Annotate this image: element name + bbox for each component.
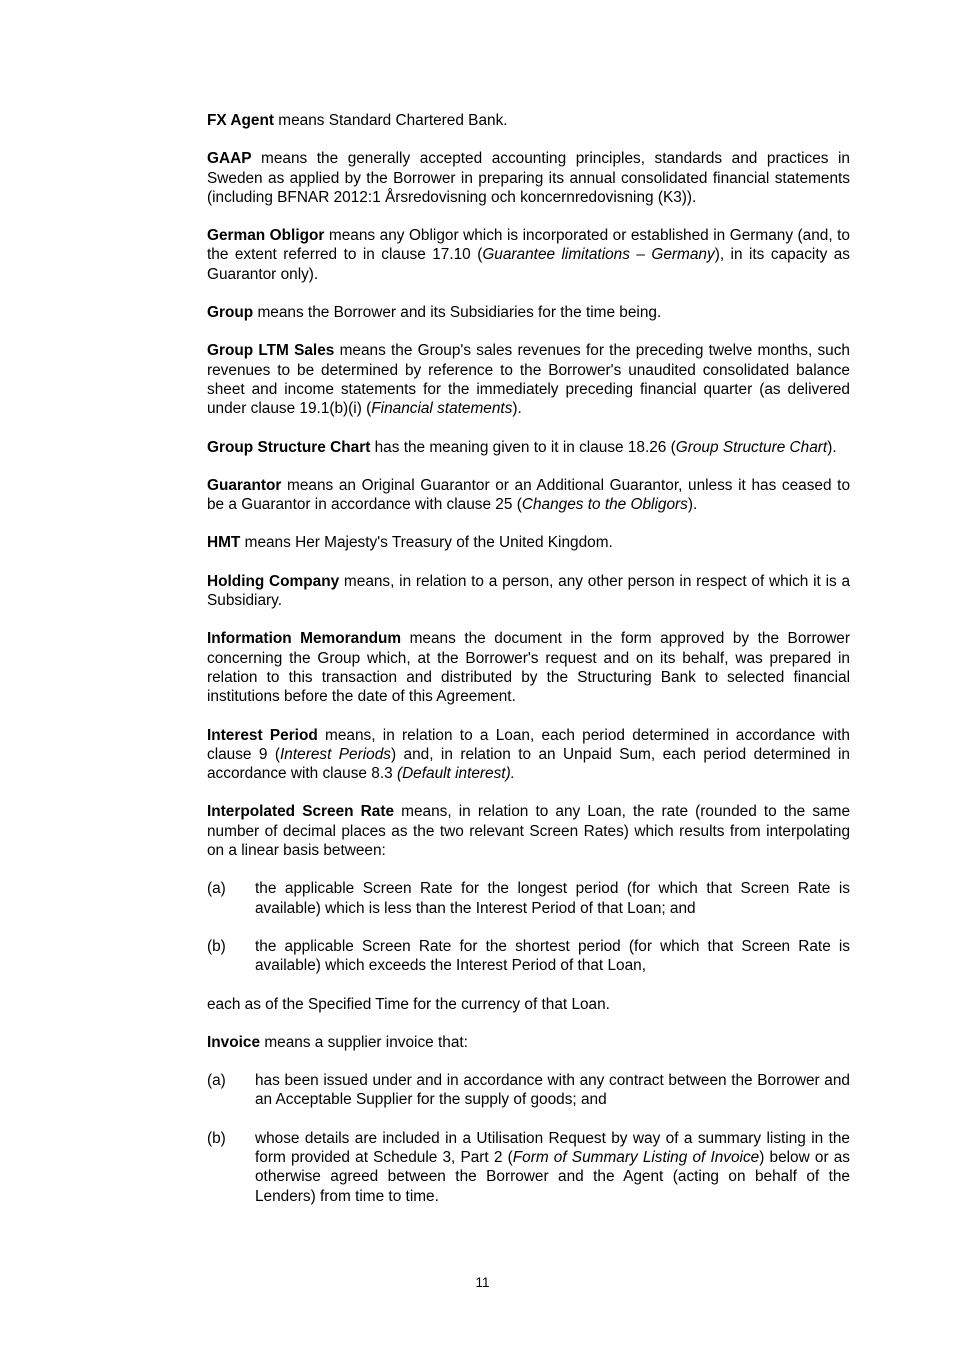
text-run: Interest Periods	[280, 745, 391, 763]
text-run: ).	[512, 400, 522, 418]
list-item	[207, 879, 850, 918]
text-run: means, in relation to any Loan, the rate (rounded to the same number of decimal places as the two relevant Screen Rates) which results from interpolating on a linear basis between:	[207, 803, 851, 860]
page-number: 11	[475, 1275, 490, 1290]
text-run: ).	[827, 438, 837, 456]
text-run: GAAP	[207, 150, 252, 168]
list-item-label: (a)	[207, 880, 226, 898]
text-run: means Standard Chartered Bank.	[273, 112, 508, 129]
list-item-label: (b)	[207, 1129, 226, 1147]
text-run: the applicable Screen Rate for the shortest period (for which that Screen Rate is available) which exceeds the Interest Period of that Loan,	[255, 937, 850, 975]
paragraph	[207, 149, 850, 207]
text-run: FX Agent	[207, 112, 274, 129]
text-run: whose details are included in a Utilisation Request by way of a summary listing in the form provided at Schedule 3, Part 2 (	[255, 1129, 850, 1166]
paragraph	[207, 303, 850, 322]
paragraph	[207, 726, 850, 784]
paragraph	[207, 802, 850, 860]
text-run: means, in relation to a Loan, each period determined in accordance with clause 9 (	[207, 726, 850, 763]
paragraph	[207, 111, 850, 130]
text-run: Interest Period	[207, 726, 318, 744]
text-run: means an Original Guarantor or an Additional Guarantor, unless it has ceased to be a Guarantor in accordance with clause 25 (	[207, 476, 850, 514]
paragraph	[207, 476, 850, 515]
document-body	[207, 111, 850, 1225]
text-run: means Her Majesty's Treasury of the United Kingdom.	[240, 534, 613, 552]
paragraph	[207, 572, 850, 611]
text-run: Financial statements	[371, 400, 513, 418]
text-run: Changes to the Obligors	[521, 496, 688, 514]
text-run: Invoice	[207, 1033, 261, 1051]
paragraph	[207, 629, 850, 706]
text-run: Guarantee limitations – Germany	[482, 246, 715, 264]
list-item-label: (b)	[207, 937, 226, 955]
list-item	[207, 1129, 850, 1206]
text-run: ) and, in relation to an Unpaid Sum, each period determined in accordance with clause 8.3	[207, 745, 850, 783]
paragraph	[207, 341, 850, 418]
text-run: means the document in the form approved by the Borrower concerning the Group which, at the Borrower's request and on its behalf, was prepared in relation to this transaction and distributed by the Structuring Bank to selected financial institutions before the date of this Agreement.	[207, 630, 850, 706]
text-run: means any Obligor which is incorporated or established in Germany (and, to the extent referred to in clause 17.10 (	[207, 227, 850, 264]
text-run: Group	[207, 304, 254, 322]
paragraph	[207, 995, 850, 1014]
text-run: has the meaning given to it in clause 18.26 (	[370, 438, 676, 456]
text-run: Interpolated Screen Rate	[207, 803, 395, 821]
list-item	[207, 937, 850, 976]
text-run: means the generally accepted accounting principles, standards and practices in Sweden as applied by the Borrower in preparing its annual consolidated financial statements (including BFNAR 2012:1 Årsredovisning och koncernredovisning (K3)).	[207, 150, 850, 206]
paragraph	[207, 226, 850, 284]
list-item	[207, 1071, 850, 1110]
text-run: (Default interest).	[396, 765, 515, 783]
text-run: ), in its capacity as Guarantor only).	[207, 246, 850, 283]
text-run: Form of Summary Listing of Invoice	[512, 1148, 760, 1166]
text-run: German Obligor	[207, 227, 325, 245]
text-run: means the Group's sales revenues for the preceding twelve months, such revenues to be determined by reference to the Borrower's unaudited consolidated balance sheet and income statements for the immediately preceding financial quarter (as delivered under clause 19.1(b)(i) (	[207, 342, 850, 418]
text-run: each as of the Specified Time for the currency of that Loan.	[207, 995, 610, 1013]
text-run: Information Memorandum	[207, 630, 402, 648]
text-run: ).	[687, 496, 698, 514]
text-run: Holding Company	[207, 572, 340, 590]
text-run: means a supplier invoice that:	[260, 1033, 468, 1051]
text-run: means the Borrower and its Subsidiaries for the time being.	[253, 304, 662, 322]
text-run: the applicable Screen Rate for the longest period (for which that Screen Rate is available) which is less than the Interest Period of that Loan; and	[255, 880, 850, 917]
list-item-label: (a)	[207, 1072, 226, 1090]
text-run: Group Structure Chart	[675, 438, 828, 456]
paragraph	[207, 438, 850, 457]
paragraph	[207, 1033, 850, 1052]
text-run: ) below or as otherwise agreed between the Borrower and the Agent (acting on behalf of the Lenders) from time to time.	[255, 1148, 851, 1205]
text-run: means, in relation to a person, any other person in respect of which it is a Subsidiary.	[207, 572, 851, 610]
text-run: Guarantor	[207, 476, 282, 494]
text-run: has been issued under and in accordance with any contract between the Borrower and an Acceptable Supplier for the supply of goods; and	[255, 1072, 850, 1109]
text-run: Group LTM Sales	[207, 342, 335, 360]
text-run: Group Structure Chart	[207, 438, 371, 456]
text-run: HMT	[207, 534, 241, 552]
paragraph	[207, 533, 850, 552]
